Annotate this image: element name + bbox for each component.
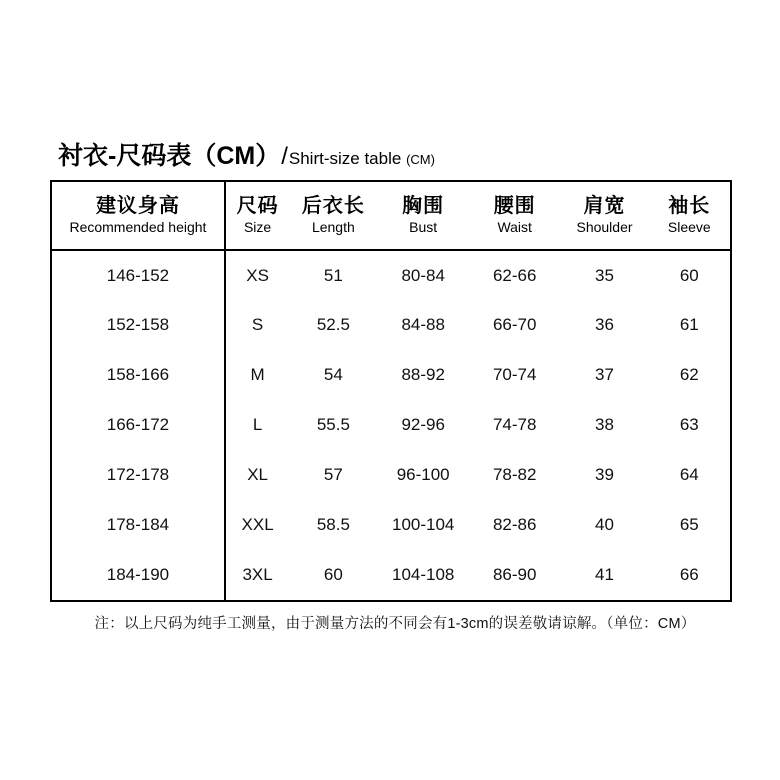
header-en-sleeve: Sleeve: [667, 218, 711, 235]
cell-length: 52.5: [316, 315, 350, 334]
cell-size: L: [252, 415, 263, 434]
cell-sleeve: 65: [679, 515, 699, 534]
header-cn-sleeve: 袖长: [668, 195, 711, 218]
header-cn-height: 建议身高: [95, 195, 180, 218]
table-row: [52, 300, 730, 350]
cell-waist: 78-82: [492, 465, 537, 484]
title-english: [289, 149, 435, 169]
header-en-size: Size: [243, 218, 272, 235]
measurement-note: 注：以上尺码为纯手工测量，由于测量方法的不同会有1-3cm的误差敬请谅解。（单位：CM）: [94, 616, 696, 632]
header-en-length: Length: [311, 218, 355, 235]
header-cell-size: [225, 182, 289, 250]
cell-length: 57: [323, 465, 343, 484]
header-en-bust: Bust: [409, 218, 438, 235]
cell-sleeve: 66: [679, 565, 699, 584]
header-row: [52, 182, 730, 250]
header-cell-waist: [469, 182, 561, 250]
cell-height: 146-152: [52, 250, 225, 300]
size-table-container: [50, 180, 732, 602]
cell-shoulder: 40: [595, 515, 614, 534]
header-en-height: Recommended height: [69, 218, 207, 235]
table-body: [52, 250, 730, 600]
table-row: [52, 500, 730, 550]
table-row: [52, 250, 730, 300]
title-separator: /: [281, 143, 288, 170]
cell-length: 55.5: [316, 415, 350, 434]
table-row: [52, 450, 730, 500]
cell-height: 152-158: [52, 300, 225, 350]
cell-height: 166-172: [52, 400, 225, 450]
cell-sleeve: 61: [679, 315, 699, 334]
header-cell-height: [52, 182, 225, 250]
cell-shoulder: 39: [595, 465, 614, 484]
header-cn-waist: 腰围: [493, 195, 536, 218]
cell-sleeve: 62: [679, 365, 699, 384]
cell-shoulder: 37: [595, 365, 614, 384]
cell-height: 172-178: [52, 450, 225, 500]
table-row: [52, 400, 730, 450]
cell-shoulder: 35: [595, 265, 614, 285]
cell-waist: 62-66: [492, 265, 537, 285]
cell-size: XL: [247, 465, 268, 484]
cell-waist: 82-86: [492, 515, 537, 534]
header-en-waist: Waist: [497, 218, 532, 235]
header-cn-bust: 胸围: [402, 195, 445, 218]
table-header: [52, 182, 730, 250]
cell-length: 54: [323, 365, 343, 384]
cell-shoulder: 41: [595, 565, 614, 584]
header-cell-sleeve: [649, 182, 730, 250]
size-table: [52, 182, 730, 600]
cell-shoulder: 36: [595, 315, 614, 334]
header-cn-size: 尺码: [236, 195, 279, 218]
cell-length: 51: [323, 265, 343, 285]
cell-waist: 74-78: [492, 415, 537, 434]
header-en-shoulder: Shoulder: [576, 218, 633, 235]
cell-waist: 86-90: [492, 565, 537, 584]
cell-sleeve: 64: [679, 465, 699, 484]
page-title: [58, 136, 435, 172]
header-cell-length: [289, 182, 377, 250]
cell-height: 184-190: [52, 550, 225, 600]
cell-height: 178-184: [52, 500, 225, 550]
cell-length: 60: [323, 565, 343, 584]
cell-bust: 88-92: [401, 365, 445, 384]
cell-sleeve: 63: [679, 415, 699, 434]
cell-bust: 84-88: [401, 315, 445, 334]
cell-bust: 92-96: [401, 415, 445, 434]
cell-length: 58.5: [316, 515, 350, 534]
header-cn-length: 后衣长: [301, 195, 365, 218]
cell-bust: 96-100: [396, 465, 450, 484]
cell-size: XXL: [241, 515, 274, 534]
cell-sleeve: 60: [679, 265, 699, 285]
cell-shoulder: 38: [595, 415, 614, 434]
header-cell-shoulder: [560, 182, 648, 250]
cell-height: 158-166: [52, 350, 225, 400]
cell-bust: 80-84: [401, 265, 445, 285]
cell-bust: 104-108: [391, 565, 455, 584]
cell-bust: 100-104: [391, 515, 455, 534]
title-english-text: Shirt-size table: [288, 149, 402, 168]
cell-waist: 66-70: [492, 315, 537, 334]
table-row: [52, 350, 730, 400]
title-english-unit: (CM): [406, 152, 435, 167]
header-cn-shoulder: 肩宽: [583, 195, 626, 218]
cell-size: XS: [246, 265, 269, 285]
cell-size: 3XL: [242, 565, 273, 584]
header-cell-bust: [377, 182, 469, 250]
table-row: [52, 550, 730, 600]
cell-size: S: [251, 315, 264, 334]
cell-waist: 70-74: [492, 365, 537, 384]
cell-size: M: [250, 365, 265, 384]
title-chinese: 衬衣-尺码表（CM）: [58, 142, 281, 170]
